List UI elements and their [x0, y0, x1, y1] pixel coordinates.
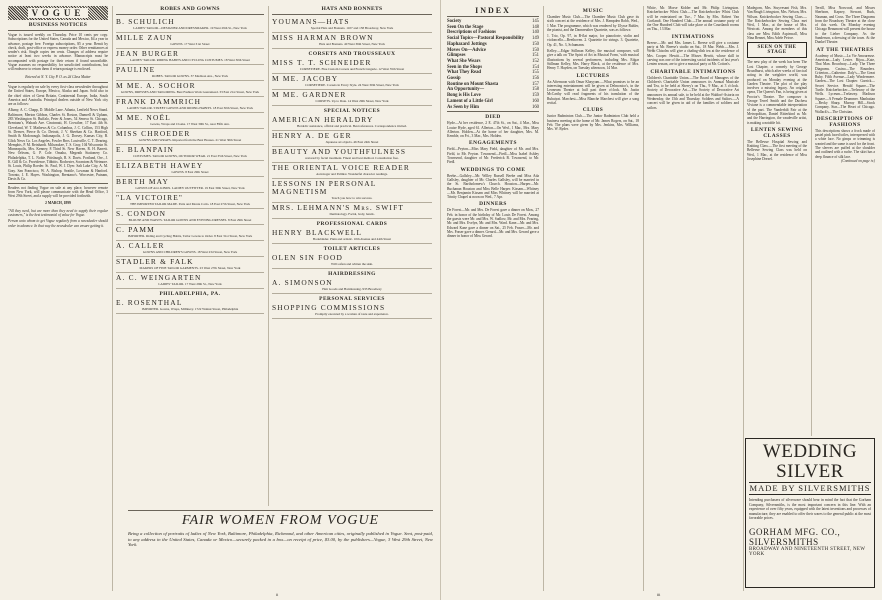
- ad-listing[interactable]: [272, 203, 432, 219]
- ad-listing[interactable]: [272, 115, 432, 131]
- ad-name: SHOPPING COMMISSIONS: [272, 303, 386, 312]
- ad-name: M ME. JACOBY: [272, 74, 339, 83]
- index-page: 156: [531, 76, 539, 82]
- quote-text-2: Person unto whom to get Vogue regularly from a newsdealer should order in advance. In that way the newsdealer can ensure getting it.: [8, 219, 108, 228]
- index-title: INDEX: [475, 6, 511, 15]
- index-page: 158: [531, 87, 539, 93]
- far-right-text: Terrill, Miss Norwood, and Misses Sherborn, Kapsey, Stewart, Burk, Nauman, and Cross. The Three Diagrams from the Broadway Theatre at the close of this week. On Monday evening Chicago Beaumont will present the house to the Lieber Company. As the Sanderson, a dressing of the town. At the Dunkel Theatre.: [815, 6, 875, 45]
- index-label: Seen in the Shops: [447, 64, 483, 70]
- ad-details: Astrologer and Palmist. Wonderful character readings.: [316, 172, 388, 176]
- index-page: 150: [531, 47, 539, 53]
- ad-details: Japanese art objects. 46 East 24th Street: [325, 140, 379, 144]
- index-page: 157: [531, 81, 539, 87]
- ad-details: Heraldic assistance, official and practical. Best references. Correspondence invited.: [297, 124, 407, 128]
- ad-listing[interactable]: [116, 161, 264, 177]
- ad-name: C. PAMM: [116, 225, 155, 234]
- special-notices-heading: SPECIAL NOTICES: [323, 108, 381, 114]
- clubs-text: Junior Badminton Club.—The Junior Badminton Club held a business meeting at the home of Mr. James Rogers, on Sat., 18 Feb. The plans were given by Mrs. Jenkins, Mrs. Williams, Mrs. W. Ryder.: [547, 114, 639, 132]
- ad-details: MAKERS OF FINE TAILOR GARMENTS. 23 West 27th Street, New York: [139, 266, 241, 270]
- ad-listing[interactable]: [116, 273, 264, 289]
- ad-listing[interactable]: [272, 74, 432, 90]
- index-label: Routine on Mount Shasta: [447, 81, 499, 87]
- issue-date: 2 MARCH, 1899: [45, 201, 71, 206]
- ad-details: ROBES. TAILOR GOWNS. 37 Madison Ave., New York: [152, 74, 228, 78]
- ad-details: GOWNS. 8 East 29th Street: [171, 170, 209, 174]
- ad-listing[interactable]: [116, 257, 264, 273]
- ad-details: BLOUSE AND WAISTS. TAILOR GOWNS AND EVENING DRESSES. 8 East 29th Street: [128, 218, 252, 222]
- robes-gowns-heading: ROBES AND GOWNS: [160, 6, 220, 12]
- ad-listing[interactable]: [272, 17, 432, 33]
- ad-listing[interactable]: [116, 225, 264, 241]
- index-list: [447, 19, 539, 110]
- ad-name: BEAUTY AND YOUTHFULNESS: [272, 147, 407, 156]
- seen-on-stage-heading: SEEN ON THE STAGE: [747, 42, 807, 58]
- ad-listing[interactable]: [272, 90, 432, 106]
- index-label: Social Topics—Pastoral Responsibility: [447, 36, 524, 42]
- ad-details: restored by facial treatment. Finest and best method. Consultation free.: [305, 156, 399, 160]
- professional-cards-heading: PROFESSIONAL CARDS: [316, 221, 388, 227]
- charitable-heading: CHARITABLE INTIMATIONS: [650, 68, 736, 75]
- index-label: Descriptions of Fashions: [447, 30, 496, 36]
- ad-details: Hair Goods and Hairdressing. 933 Broadway: [322, 287, 382, 291]
- index-column: [447, 6, 539, 591]
- ad-listing[interactable]: [272, 253, 432, 269]
- ad-name: PAULINE: [116, 65, 156, 74]
- ad-name: MILLE ZAUN: [116, 33, 173, 42]
- ad-listing[interactable]: [116, 33, 264, 49]
- ad-name: A. C. WEINGARTEN: [116, 273, 202, 282]
- engagements-text: Field—Peyton—Miss Mary Field, daughter of Mr. and Mrs. Field, to Mr. Peyton. Townsend—Fiedl—Miss Isabel Ashley Townsend, daughter of Mr. Frederick B. Townsend, to Mr. Fiedl.: [447, 147, 539, 165]
- page-number-left: ii: [276, 592, 279, 597]
- ad-details: Teach you how to win success.: [331, 196, 373, 200]
- music-programme: 1. Trio, Op. 97, in B-flat major, for pianoforte, violin and violoncello—Beethoven. 2. Quartette for strings. 3. Quartette, Op. 41, No. 3, Schumann.: [547, 34, 639, 47]
- index-label: Society: [447, 19, 462, 24]
- ad-details: Gowns, Wraps and Cloaks. 17 West 30th St., near Fifth Ave.: [150, 122, 230, 126]
- ad-listing[interactable]: [272, 179, 432, 203]
- right-page: [441, 0, 882, 600]
- index-page: 159: [531, 93, 539, 99]
- ad-name: MISS HARMAN BROWN: [272, 33, 374, 42]
- clubs-heading: CLUBS: [582, 107, 604, 114]
- entered-notice: Entered at N. Y. City P. O. as 2d Class Matter: [25, 74, 91, 79]
- gorham-address: BROADWAY AND NINETEENTH STREET, NEW YORK: [749, 546, 866, 557]
- wedding-silver-subtitle: MADE BY SILVERSMITHS: [749, 483, 871, 493]
- corsets-heading: CORSETS AND TROUSSEAUX: [308, 51, 396, 57]
- died-heading: DIED: [485, 114, 501, 121]
- dealers-list: Albany, A. C. Chapp, D. Middle Lane. Atlanta, Lenfield News Stand. Baltimore, Merton Gibbon, Charles St. Boston, Damrell & Upham, 283 Washington St. Buffalo, Peter & Jones, 54 Seneca St. Chicago, Brentano's, Wabash Ave. Cincinnati, H. Crowther, 17 East 4th St. Cleveland, W. T. Mathews & Co. Columbus, J. C. Collins, 153 High St. Denver, Pierce & Co. Detroit, J. V. Sheehan & Co. Hartford, Smith & Mcdonough. Indianapolis, J. G. Dorsey. Kansas City, B. Glick News Co. Los Angeles, Fowler Bros. Louisville, C. T. Dearing. Memphis, P. M. Reinhardt. Milwaukee, T. S. Gray, 104 Wisconsin St. Minneapolis, Mrs. Kenney, 8 Third St. New Haven, R. H. Barrett. New Orleans, G. P. Cole. Omaha, Megeath Stationery Co. Philadelphia, T. L. Noble. Pittsburgh, R. S. Davis. Portland, Ore., J. K. Gill & Co. Providence, Tibbitts. Rochester, Scrantom & Wetmore. St. Louis, Philip Roeder. St. Paul, W. J. Dyer. Salt Lake City, A. M. Gray. San Francisco, W. A. Bishop. Seattle, Lowman & Hanford. Toronto, J. E. Hayes. Washington, Brentano's. Worcester, Putnam, Davis & Co.: [8, 108, 108, 182]
- charitable-text: Children's Charitable Union.—The Board of Managers of the Children's Charitable Union announces its Annual Musicale and Tea, to be held at Sherry's on Thu., 9 Mar., at 3 o'clock. Society of Decorative Art.—The Society of Decorative Art announces its annual sale, to be held at the Waldorf-Astoria on Wednesday, the 15th and Thursday. Soldiers and Sailors.—A concert will be given in aid of the families of soldiers and sailors.: [647, 75, 739, 110]
- index-label: Seen On the Stage: [447, 24, 484, 30]
- stage-text: The new play of the week has been The Lost Chapter, a comedy by George Broadhurst, which after weeks of farcical acting in the weightier world, was produced on Monday evening at the Garden Theatre. The plot of the play involves a missing legacy. An original opera, The Queen's Fan, is being given at Proctor's Theatre. The composer is George Terrel Smith and the Duchess Viviane is a commendable interpretation of the part. The Vanderbilt Fair at the Metropolitan, Daniel Ritterkind as Mr. and the Harrington, the vaudeville artist, is making a notable hit.: [747, 60, 807, 125]
- ad-name: HENRY BLACKWELL: [272, 228, 363, 237]
- ad-name: JEAN BURGER: [116, 49, 180, 58]
- wedding-silver-ad[interactable]: [745, 438, 875, 588]
- weddings-heading: WEDDINGS TO COME: [460, 166, 526, 173]
- index-label: Glimpses: [447, 53, 466, 59]
- theatres-heading: AT THE THEATRES: [816, 46, 874, 53]
- intimations-heading: INTIMATIONS: [671, 33, 715, 40]
- ad-details: CORSETIERE. Corsets in Every Style. 24 West 30th Street, New York: [305, 83, 399, 87]
- ad-listing[interactable]: [272, 33, 432, 49]
- index-page: 150: [531, 41, 539, 47]
- ad-name: M ME. GARDNER: [272, 90, 347, 99]
- intimations-text: Breese.—Mr. and Mrs. James L. Breese will give a costume party at Mr. Breese's studio on Sat., 18 Mar. Webb.—Mrs. J. Webb Chisolm will give a chafing-dish tea at the residence of Mrs. Cooper. Hewitt.—The Misses Hewitt, whose skill in carving was one of the interesting social incidents of last year's Lenten season, are to give a musical party at Mr. Cotton's.: [647, 40, 739, 67]
- ad-details: GOWNS. 17 West 31st Street: [170, 42, 210, 46]
- whist-text: White, Mr. Morse Kidder and Mr. Philip Livingston. Knickerbocker Whist Club.—The Knickerbocker Whist Club will be entertained on Tue., 7 Mar. by Mrs. Robert Van Cortlandt. One Hundred Club.—The annual costume party of the One Hundred Club will take place at the Courtlandt rooms on Thu., 13 Mar.: [647, 6, 739, 32]
- ad-rosenthal[interactable]: E. ROSENTHAL IMPORTER. Gowns, Wraps, Millinery. 1722 Walnut Street, Philadelphia: [116, 298, 264, 314]
- dinners-text: De Forest—Mr. and Mrs. De Forest gave a dinner on Mon., 27 Feb. in honor of the birthday of Mr. Louis De Forest. Among the guests were Mr. and Mrs. W. Sudlow, Mr. and Mrs. Fearing, Mr. and Mrs. Evelyn, Mr. and Mrs. Ward. Kane—Mr. and Mrs. Edward Kane gave a dinner on Sat., 25 Feb. Fraser—Mr. and Mrs. Fraser gave a dinner. Gerard—Mr. and Mrs. Gerard gave a dinner in honor of Miss Gerard.: [447, 208, 539, 239]
- notice-text: Vogue is issued weekly on Thursday. Price 10 cents per copy. Subscriptions for the United States, Canada and Mexico, $4 a year in advance, postage free. Foreign subscriptions, $5 a year. Remit by check, draft, post-office or express money order. Other remittances at sender's risk. Single copies ten cents. Changes of address require notice at least two weeks in advance. Manuscripts must be accompanied with postage for their return if found unavailable. Vogue assumes no responsibility for unsolicited contributions, but will endeavor to return them if return postage is enclosed.: [8, 33, 108, 72]
- index-label: Bong is His Love: [447, 93, 481, 99]
- lenten-heading: LENTEN SEWING CLASSES: [750, 126, 804, 139]
- index-page: 160: [531, 98, 539, 104]
- ad-name: BERTH MAY: [116, 177, 169, 186]
- music-text: Chamber Music Club.—The Chamber Music Club gave its sixth concert at the residence of Mrs. J. Hampden Robb, Wed., 1 Mar. The programme, which was rendered by Ulysse Buhler, the pianist, and the Dannreuther Quartette, was as follows:: [547, 15, 639, 32]
- ad-name: LESSONS IN PERSONAL MAGNETISM: [272, 179, 377, 196]
- ad-listing[interactable]: [116, 17, 264, 33]
- descriptions-text: This descriptions shows a frock made of pastel pink faced toiles, interspersed with a white lace. No gimps or trimming is wanted and the same is used for the front. The sleeves are puffed at the shoulder and outlined with a ruche. The skirt has a deep flounce of silk lace.: [815, 128, 875, 159]
- lectures-text: An Afternoon with Omar Khayyam.—What promises to be an interesting entertainment will be given at Delmonico's, in the Leoneum Theatre at half past three o'clock. Mr. Justin McCarthy will read fragments of his translation of the Rubaiyat. Marchesi—Miss Blanche Marchesi will give a song recital.: [547, 79, 639, 106]
- ad-name: S. CONDON: [116, 209, 167, 218]
- engagements-heading: ENGAGEMENTS: [468, 140, 518, 147]
- quote-text: "All they need, but are more than they need to supply their regular customers," is the best testimonial of value for Vogue.: [8, 208, 108, 217]
- ad-details: COSTUMES. TAILOR GOWNS, OUTDOOR WEAR. 21 East 35th Street, New York: [133, 154, 247, 158]
- wedding-silver-title: WEDDING SILVER: [749, 442, 871, 483]
- ad-details: Dermatology. Facial, body, hands.: [329, 212, 375, 216]
- ad-details: Bookbinder. Plain and artistic. 10th Avenue and 44th Street: [312, 237, 392, 241]
- index-page: 149: [531, 36, 539, 42]
- index-page: 151: [531, 53, 539, 59]
- ad-name: AMERICAN HERALDRY: [272, 115, 374, 124]
- ad-name: A. SIMONSON: [272, 278, 333, 287]
- ad-listing[interactable]: [116, 97, 264, 113]
- ad-details: IMPORTER. Riding and Cycling Habits, Tailor Gowns to Order. 8 East 31st Street, New York: [127, 234, 253, 238]
- ad-details: LADIES' TAILOR. 17 West 29th St., New York: [158, 282, 222, 286]
- ad-listing[interactable]: [116, 129, 264, 145]
- ad-name: THE ORIENTAL VOICE READER: [272, 163, 410, 172]
- index-label: What She Wears: [447, 58, 481, 64]
- ad-details: LADIES' TAILOR. STREET GOWNS AND RIDING HABITS. 18 East 30th Street, New York: [126, 106, 254, 110]
- hats-bonnets-column: [272, 6, 432, 506]
- ad-listing[interactable]: [272, 131, 432, 147]
- personal-services-heading: PERSONAL SERVICES: [319, 296, 385, 302]
- music-column: [547, 6, 639, 591]
- hairdressing-heading: HAIRDRESSING: [328, 271, 376, 277]
- ad-name: MISS T. T. SCHNEIDER: [272, 58, 372, 67]
- ad-listing[interactable]: [272, 147, 432, 163]
- died-text: Hyde—At her residence, 2 E. 47th St., on Sat., 4 Mar., Miss Louise Hyde, aged 61. Allerton—On Wed., 1 Mar., Mrs. Mary Allerton. Holden—At the home of her daughter, Mrs. M. Kemble, on Fri., 3 Mar., Mrs. Holden.: [447, 121, 539, 139]
- philadelphia-heading: PHILADELPHIA, PA.: [159, 291, 221, 297]
- fair-women-title: FAIR WOMEN FROM VOGUE: [128, 510, 433, 529]
- ad-name: OLEN SIN FOOD: [272, 253, 344, 262]
- ad-name: "LA VICTOIRE": [116, 193, 184, 202]
- stage-column: [747, 6, 807, 436]
- fair-women-notice: [128, 510, 433, 548]
- gorham-company: GORHAM MFG. CO., SILVERSMITHS: [749, 526, 841, 547]
- ad-listing[interactable]: [116, 177, 264, 193]
- ad-details: LADIES' TAILOR—DESIGNER AND DRESSMAKER. 19 West 29th St., New York: [133, 26, 247, 30]
- ad-listing[interactable]: [116, 65, 264, 81]
- ad-details: Promptly executed by a woman of taste and experience.: [315, 312, 389, 316]
- ad-listing[interactable]: [116, 145, 264, 161]
- ad-name: HENRY A. DE GER: [272, 131, 352, 140]
- ad-listing[interactable]: [116, 49, 264, 65]
- ad-details: CORSETIERE. Fine Custom Corsets and French Lingerie. 12 West 35th Street: [299, 67, 405, 71]
- index-page: 140: [531, 30, 539, 36]
- index-page: 145: [531, 19, 539, 24]
- weddings-text: Beebe—Gallsley—Mr. Willey Russell Beebe and Miss Ada Gallsley, daughter of Mr. Charles Gallsley, will be married in the St. Bartholomew's Church. Houston—Harper—Mr. Buchanan Houston and Miss Belle Harper. Kissam—Whitney—Mr. Benjamin Kissam and Miss Whitney will be married at Trinity Chapel at noon on Wed., 7 Apr.: [447, 173, 539, 200]
- ad-details: GOWNS AND WRAPS. Imported from the Best Houses. 21 West 30th Street: [138, 138, 242, 142]
- index-page: 152: [531, 58, 539, 64]
- ad-name: YOUMANS—HATS: [272, 17, 350, 26]
- business-notices-heading: BUSINESS NOTICES: [28, 22, 88, 28]
- index-page: 148: [531, 24, 539, 30]
- theatres-column: [815, 6, 875, 436]
- ad-listing[interactable]: [272, 303, 432, 319]
- ad-details: Special Hats and Bonnets. 1107 and 158 Broadway, New York: [310, 26, 394, 30]
- ad-listing[interactable]: [116, 193, 264, 209]
- ad-details: LADIES' TAILOR. RIDING HABITS AND CYCLING COSTUMES. 18 West 30th Street: [130, 58, 250, 62]
- lectures-heading: LECTURES: [576, 72, 610, 79]
- descriptions-heading: DESCRIPTIONS OF FASHIONS: [816, 115, 874, 128]
- ad-details: CORSETS. Up to Date. 14 West 29th Street, New York: [315, 99, 389, 103]
- readers-text: Readers not finding Vogue on sale at any place, however remote from New York, will please communicate with the Head Office, 3 West 29th Street, and a supply will be provided forthwith.: [8, 185, 108, 199]
- ad-details: GOWNS OF ALL KINDS. LADIES' OUTFITTER. 19 East 30th Street, New York: [135, 186, 245, 190]
- sold-text: Vogue is regularly on sale by every first-class newsdealer throughout the United States, Europe, Mexico, Alaska and Japan. Sold also in the chief cities of Great Britain, Continental Europe, India, South America and Australia. Principal dealers outside of New York city are as follows:: [8, 84, 108, 107]
- ad-listing[interactable]: [272, 163, 432, 179]
- index-label: Haphazard Jottings: [447, 41, 487, 47]
- index-label: What They Read: [447, 70, 482, 76]
- whist-column: [647, 6, 739, 591]
- ad-listing[interactable]: [116, 113, 264, 129]
- ad-name: A. CALLER: [116, 241, 165, 250]
- business-notices-column: [8, 6, 108, 591]
- hats-bonnets-heading: HATS AND BONNETS: [321, 6, 383, 12]
- ad-name: E. BLANPAIN: [116, 145, 175, 154]
- theatres-list: Academy of Music—La Vie Amoureuse. American—Lady Lester. Bijou—Kate, That Man. Broadway—Lady. The Three Diagrams. Casino—The Rounders. Criterion—Catherine. Daly's—The Great Ruby. Fifth Avenue—Lady Windermere. Garden—The Lost Chapter. Garrick—Secret Service. Herald Square—The Turtle. Knickerbocker—Trelawny of the Wells. Lyceum—Trelawny. Madison Square—A Female Drummer. Manhattan—Becky Sharp. Murray Hill—Stock Company. Star—The Heart of Chicago. Wallack's—The Christian.: [815, 53, 875, 114]
- ad-name: STADLER & FALK: [116, 257, 194, 266]
- index-label: Moves On—Advice: [447, 47, 486, 53]
- ad-details: Hats and Bonnets. 40 West 36th Street, New York: [319, 42, 385, 46]
- ad-listing[interactable]: [272, 58, 432, 74]
- kelley-text: Kelley.—Edgar Stillman Kelley, the musical composer, will give a talk on 'The Spirit of Art in Musical Form,' with musical illustrations by several performers, including Mrs. Edgar Stillman Kelley, Mrs. Harry Black, at the residence of Mrs. Henry T. Hayden, on Tuesday afternoon, 14 Mar.: [547, 49, 639, 71]
- ad-details: Will soften and whiten the skin.: [331, 262, 373, 266]
- ad-name: ELIZABETH HAWEY: [116, 161, 204, 170]
- index-label: An Opportunity—: [447, 87, 485, 93]
- index-label: Lament of a Little Girl: [447, 98, 493, 104]
- continued-note: (Continued on page iv.): [841, 158, 875, 163]
- wedding-silver-body: Intending purchasers of silverware should bear in mind the fact that the Gorham Company, Silversmiths, is the most important concern in this line. With an experience of over fifty years, equipped with the latest inventions and processes of manufacture, they are enabled to offer their wares to the general public at the most favorable prices.: [749, 498, 871, 520]
- index-label: Gossip: [447, 76, 461, 82]
- ad-listing[interactable]: [116, 209, 264, 225]
- fair-women-text: Being a collection of portraits of ladies of New York, Baltimore, Philadelphia, Richmond, and other American cities, originally published in Vogue. Sent, post-paid, to any address in the United States, Canada or Mexico—securely packed in a box—on receipt of price, $3.00, by the publishers—Vogue, 3 West 29th Street, New York.: [128, 531, 433, 548]
- robes-gowns-column: [116, 6, 264, 506]
- ad-name: M ME. NOËL: [116, 113, 171, 122]
- ad-listing[interactable]: [272, 228, 432, 244]
- index-label: As Seen by Him: [447, 104, 479, 110]
- index-page: 160: [531, 104, 539, 110]
- vogue-logo: VOGUE: [8, 6, 108, 20]
- ad-name: B. SCHULICH: [116, 17, 175, 26]
- index-entry[interactable]: [447, 105, 539, 111]
- index-page: 155: [531, 70, 539, 76]
- ad-details: GOWNS, DRESSES AND TAILORING. Best Fashion Work Guaranteed. 33 East 21st Street, New York: [120, 90, 260, 94]
- society-text: Madegorn, Mrs. Stuyvesant Fish, Mrs. Van Brugh Livingston, Mrs. Nelson, Mrs. Wilson. Knickerbocker Sewing Class.—The Knickerbocker Sewing Class met Wed., 1 Mar., at the house of Mrs. Westcott. Among the members of this class are Miss Edith Aspinwall, Miss Nina Bennet, Miss Adele Peirce.: [747, 6, 807, 41]
- ad-name: MRS. LEHMANN'S Mrs. SWIFT: [272, 203, 405, 212]
- ad-listing[interactable]: [116, 81, 264, 97]
- robes-ad-list: [116, 17, 264, 289]
- lenten-text: The Bellevue Hospital Sewing and Knitting Class.—The first meeting of the Bellevue Sewing Class was held on Wed., 1 Mar., at the residence of Miss Josephine Drexel.: [747, 139, 807, 162]
- ad-name: MISS CHROEDER: [116, 129, 191, 138]
- ad-listing[interactable]: [272, 278, 432, 294]
- ad-details: THE IMPORTED TAILOR MADE. Paris and Monte Carlo. 18 East 27th Street, New York: [129, 202, 251, 206]
- ad-name: M ME. A. SOCHOR: [116, 81, 196, 90]
- ad-details: GOWNS AND CHILDREN'S GOWNS. 18 West 23d Street, New York: [142, 250, 238, 254]
- toilet-articles-heading: TOILET ARTICLES: [323, 246, 381, 252]
- index-page: 154: [531, 64, 539, 70]
- dinners-heading: DINNERS: [479, 201, 507, 208]
- page-number-right: iii: [657, 592, 661, 597]
- music-heading: MUSIC: [582, 8, 604, 14]
- ad-name: FRANK DAMMRICH: [116, 97, 202, 106]
- ad-listing[interactable]: [116, 241, 264, 257]
